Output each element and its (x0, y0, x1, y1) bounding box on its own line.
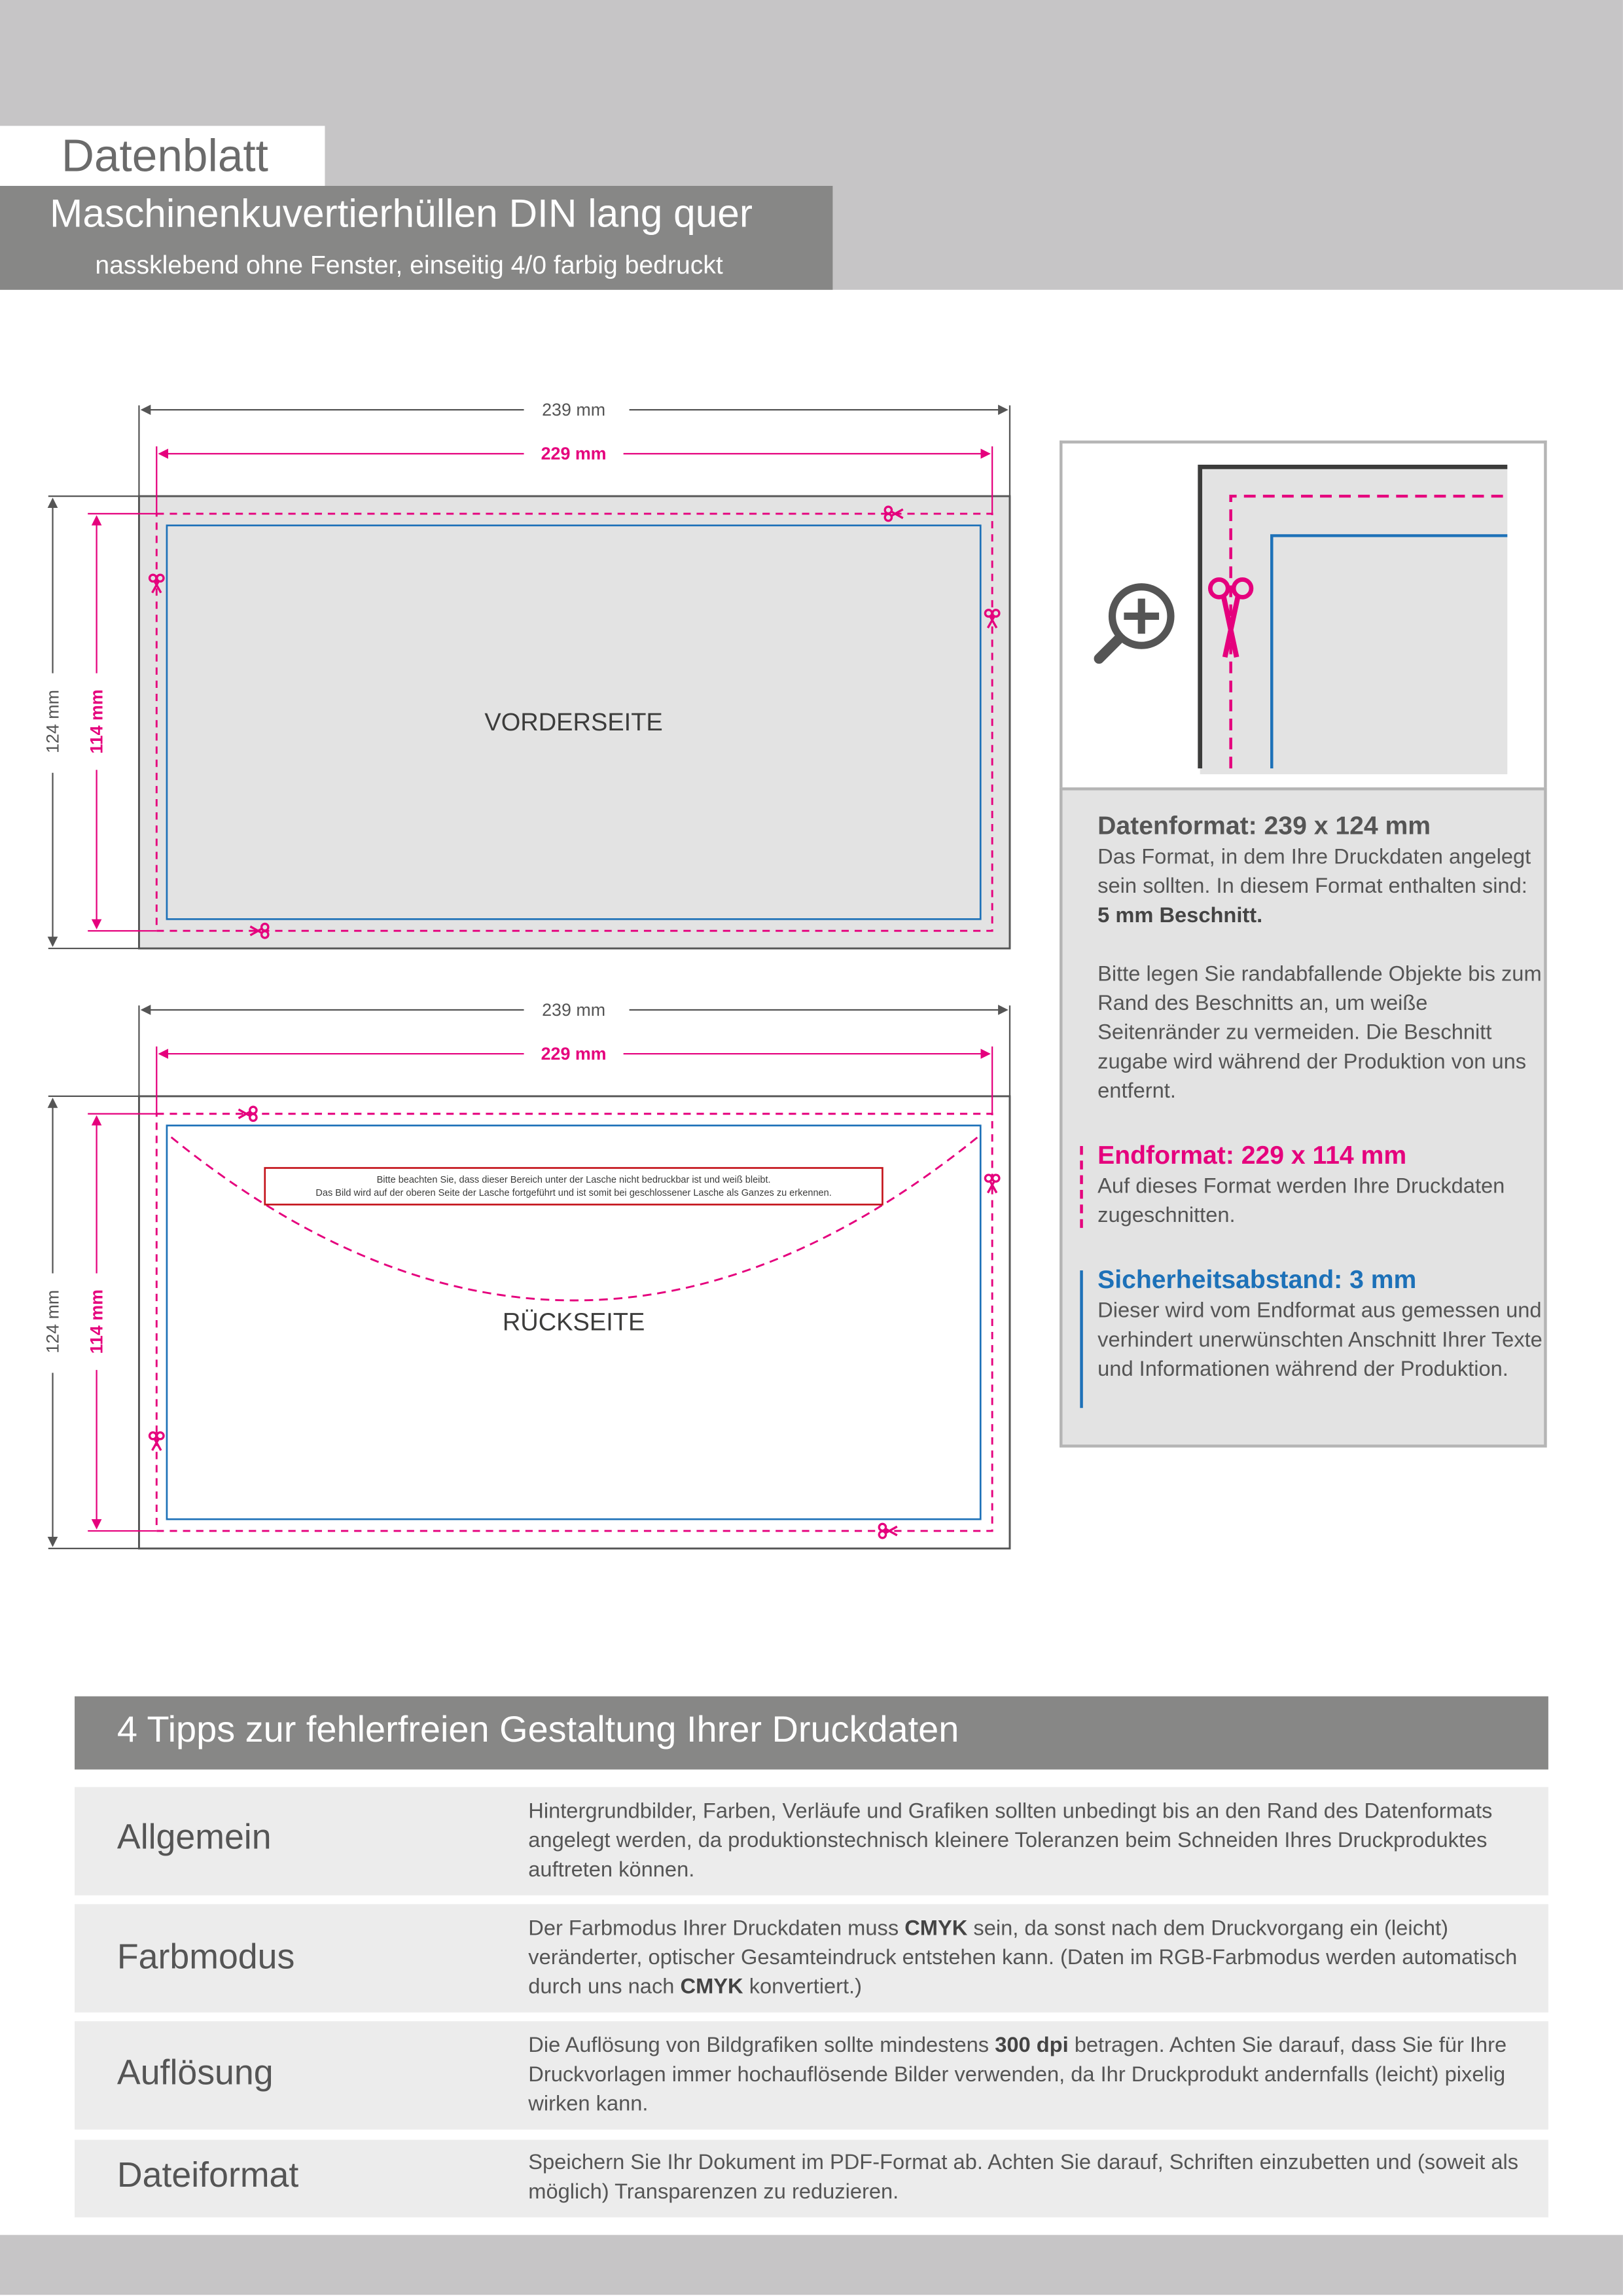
back-width-label: 239 mm (542, 999, 606, 1020)
flap-notice-line1: Bitte beachten Sie, dass dieser Bereich unter der Lasche nicht bedruckbar ist und weiß bleibt. (376, 1174, 771, 1185)
bleed-text: Bitte legen Sie randabfallende Objekte bis zum Rand des Beschnitts an, um weiße Seitenränder zu vermeiden. Die Beschnitt zugabe wird während der Produktion von uns entfernt. (1097, 963, 1542, 1104)
back-endheight-label: 114 mm (86, 1289, 107, 1354)
doc-label-text: Datenblatt (61, 130, 268, 182)
datenformat-title: Datenformat: 239 x 124 mm (1097, 810, 1431, 840)
back-diagram (43, 1000, 1010, 1549)
page-title: Maschinenkuvertierhüllen DIN lang quer (50, 191, 753, 236)
bottom-band (0, 2235, 1623, 2295)
safety-marker (1080, 1270, 1082, 1408)
tip-row-farbmodus (75, 1904, 1548, 2012)
doc-label (0, 126, 325, 186)
front-side-label: VORDERSEITE (484, 708, 663, 736)
front-height-label: 124 mm (43, 689, 63, 753)
tip-text: Die Auflösung von Bildgrafiken sollte mindestens 300 dpi betragen. Achten Sie darauf, dass Sie für Ihre Druckvorlagen immer hochauflösende Bilder verwenden, da Ihr Druckprodukt andernfalls (leicht) pixelig wirken kann. (528, 2034, 1507, 2117)
title-block (0, 186, 832, 290)
back-endwidth-label: 229 mm (541, 1044, 607, 1064)
flap-notice-box (265, 1168, 883, 1204)
tip-title: Allgemein (116, 1818, 272, 1857)
tip-row-allgemein (75, 1787, 1548, 1895)
tip-title: Farbmodus (116, 1937, 295, 1978)
endformat-text: Auf dieses Format werden Ihre Druckdaten zugeschnitten. (1097, 1175, 1505, 1229)
zoom-detail (1060, 440, 1547, 787)
tips-heading: 4 Tipps zur fehlerfreien Gestaltung Ihrer Druckdaten (116, 1709, 959, 1751)
back-height-label: 124 mm (43, 1289, 63, 1354)
endformat-marker (1080, 1146, 1082, 1228)
envelope-diagram (0, 336, 1054, 1595)
zoom-detail-graphic (1062, 444, 1544, 788)
tips-header (75, 1696, 1548, 1770)
page-subtitle: nassklebend ohne Fenster, einseitig 4/0 farbig bedruckt (95, 250, 723, 280)
safety-text: Dieser wird vom Endformat aus gemessen und verhindert unerwünschten Anschnitt Ihrer Texte und Informationen während der Produktion. (1097, 1299, 1543, 1382)
tip-row-aufloesung (75, 2021, 1548, 2129)
endformat-title: Endformat: 229 x 114 mm (1097, 1139, 1407, 1170)
tip-text: Der Farbmodus Ihrer Druckdaten muss CMYK sein, da sonst nach dem Druckvorgang ein (leicht) veränderter, optischer Gesamteindruck entstehen kann. (Daten im RGB-Farbmodus werden automatisch durch uns nach CMYK konvertiert.) (528, 1917, 1518, 2000)
tip-title: Dateiformat (116, 2155, 299, 2196)
back-side-label: RÜCKSEITE (502, 1308, 645, 1336)
tip-title: Auflösung (116, 2053, 274, 2093)
info-panel (1060, 440, 1547, 1444)
safety-title: Sicherheitsabstand: 3 mm (1097, 1265, 1417, 1294)
tip-text: Hintergrundbilder, Farben, Verläufe und Grafiken sollten unbedingt bis an den Rand des Datenformats angelegt werden, da produktionstechnisch kleinere Toleranzen beim Schneiden Ihres Druckproduktes auftreten können. (528, 1800, 1493, 1882)
front-diagram (43, 400, 1010, 948)
flap-notice-line2: Das Bild wird auf der oberen Seite der Lasche fortgeführt und ist somit bei geschlossener Lasche als Ganzes zu erkennen. (315, 1187, 832, 1198)
tip-row-dateiformat (75, 2140, 1548, 2217)
front-endheight-label: 114 mm (86, 689, 107, 754)
front-endwidth-label: 229 mm (541, 444, 607, 464)
zoom-plus-icon (1099, 587, 1171, 659)
info-box (1060, 787, 1547, 1448)
datenformat-text: Das Format, in dem Ihre Druckdaten angelegt sein sollten. In diesem Format enthalten sind: 5 mm Beschnitt. (1097, 846, 1531, 928)
front-width-label: 239 mm (542, 400, 606, 420)
tip-text: Speichern Sie Ihr Dokument im PDF-Format ab. Achten Sie darauf, Schriften einzubetten und (soweit als möglich) Transparenzen zu reduzieren. (528, 2151, 1519, 2204)
